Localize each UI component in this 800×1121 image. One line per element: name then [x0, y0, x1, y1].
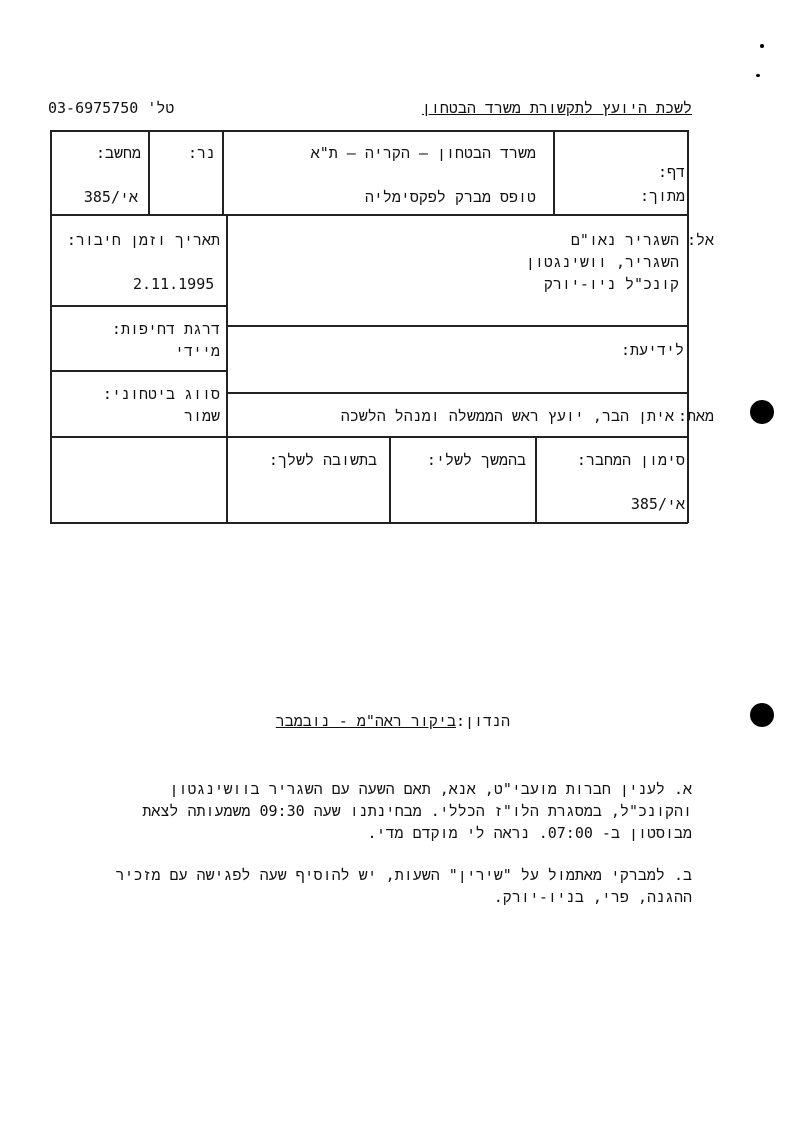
form-divider — [226, 436, 228, 523]
label-computer: מחשב: — [95, 144, 141, 162]
form-divider — [50, 436, 688, 438]
datetime-value: 2.11.1995 — [133, 275, 215, 293]
speck — [756, 74, 760, 77]
form-divider — [148, 130, 150, 214]
form-divider — [535, 436, 537, 523]
form-divider — [226, 214, 228, 436]
punch-hole-top — [750, 400, 774, 424]
form-divider — [50, 214, 688, 216]
subject-value: ביקור ראה"מ - נובמבר — [275, 712, 456, 730]
form-divider — [50, 370, 226, 372]
form-border — [50, 130, 688, 132]
form-border — [50, 130, 52, 523]
body-line: ההגנה, פרי, בניו-יורק. — [493, 888, 692, 906]
office-phone: טל' 03-6975750 — [48, 99, 175, 117]
sender-office: משרד הבטחון – הקריה – ת"א — [310, 144, 536, 162]
form-divider — [389, 436, 391, 523]
reply-label: בתשובה לשלך: — [268, 451, 377, 469]
form-divider — [553, 130, 555, 214]
form-border — [50, 522, 688, 524]
sender-device: טופס מברק לפקסימליה — [364, 188, 536, 206]
form-divider — [222, 130, 224, 214]
info-label: לידיעת: — [620, 341, 684, 359]
label-serial: נר: — [187, 144, 215, 162]
form-divider — [50, 305, 226, 307]
subject-line — [276, 712, 510, 730]
body-line: ב. למברקי מאתמול על "שירין" השעות, יש להוסיף שעה לפגישה עם מזכיר — [115, 866, 692, 884]
form-divider — [226, 325, 688, 327]
label-of: מתוך: — [639, 187, 685, 205]
body-line: א. לענין חברות מועבי"ט, אנא, תאם השעה עם השגריר בוושינגטון — [169, 780, 692, 798]
from-value: איתן הבר, יועץ ראש הממשלה ומנהל הלשכה — [340, 407, 674, 425]
to-line-2: השגריר, וושינגטון — [525, 253, 679, 271]
body-line: והקונכ"ל, במסגרת הלו"ז הכללי. מבחינתנו שעה 09:30 משמעותה לצאת — [142, 802, 692, 820]
author-ref-value: אי/385 — [630, 495, 685, 513]
office-title: לשכת היועץ לתקשורת משרד הבטחון — [421, 99, 692, 117]
datetime-label: תאריך וזמן חיבור: — [66, 231, 220, 249]
subject-label: הנדון: — [455, 712, 510, 730]
from-label: מאת: — [677, 407, 714, 425]
urgency-value: מיידי — [174, 342, 220, 360]
speck — [760, 44, 764, 48]
punch-hole-bottom — [750, 703, 774, 727]
classification-value: שמור — [183, 407, 220, 425]
to-line-3: קונכ"ל ניו-יורק — [543, 275, 679, 293]
urgency-label: דרגת דחיפות: — [111, 320, 220, 338]
body-line: מבוסטון ב- 07:00. נראה לי מוקדם מדי. — [367, 824, 692, 842]
form-border — [687, 130, 689, 523]
author-ref-label: סימון המחבר: — [576, 451, 685, 469]
classification-label: סווג ביטחוני: — [102, 385, 220, 403]
to-label: אל: — [686, 231, 714, 249]
form-divider — [226, 392, 688, 394]
computer-value: אי/385 — [83, 188, 138, 206]
continuation-label: בהמשך לשלי: — [426, 451, 526, 469]
label-page: דף: — [657, 163, 685, 181]
to-line-1: השגריר נאו"ם — [570, 231, 679, 249]
